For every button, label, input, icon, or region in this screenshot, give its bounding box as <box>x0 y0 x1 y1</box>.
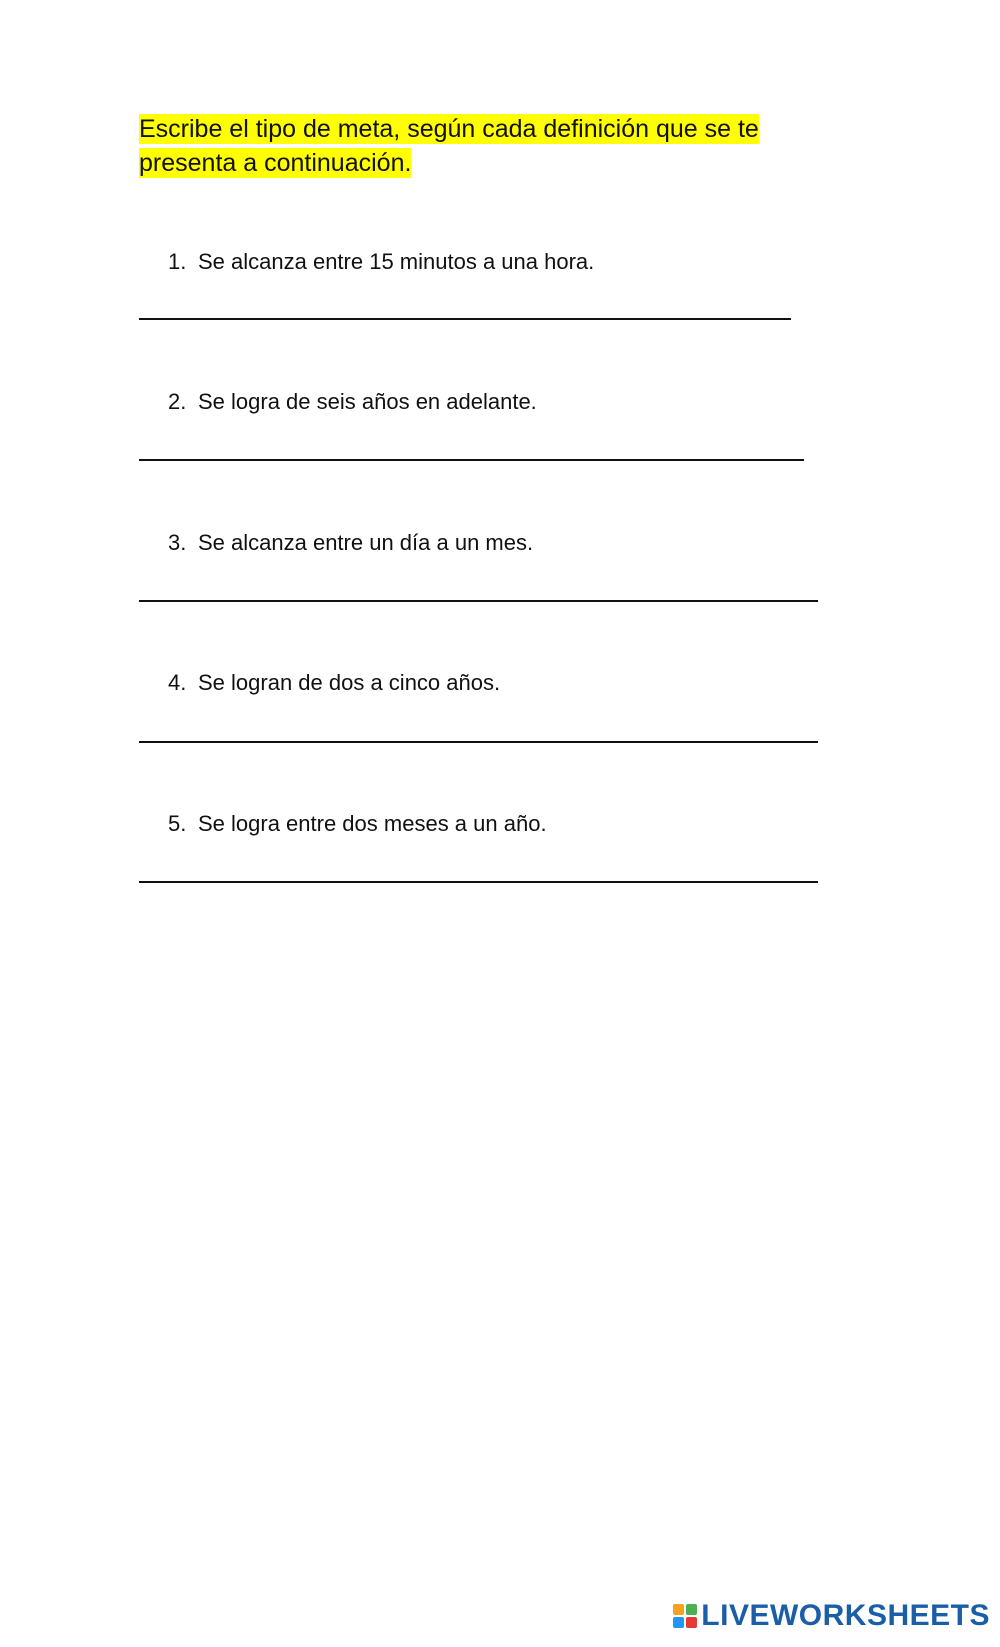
answer-line-3 <box>139 600 818 602</box>
answer-line-5 <box>139 881 818 883</box>
liveworksheets-brand[interactable] <box>673 1599 990 1633</box>
question-number: 4. <box>168 670 187 695</box>
instructions <box>139 112 839 180</box>
answer-field-4[interactable] <box>139 706 822 742</box>
answer-field-5[interactable] <box>139 846 822 882</box>
answer-field-3[interactable] <box>139 565 822 601</box>
answer-field-2[interactable] <box>139 424 808 460</box>
question-number: 3. <box>168 530 187 555</box>
question-5 <box>168 810 547 838</box>
liveworksheets-logo-icon <box>673 1604 697 1628</box>
instructions-text: Escribe el tipo de meta, según cada definición que se te presenta a continuación. <box>139 115 759 177</box>
logo-cell <box>686 1617 697 1628</box>
question-1 <box>168 248 594 276</box>
question-text: Se logra entre dos meses a un año. <box>198 811 547 836</box>
logo-cell <box>673 1617 684 1628</box>
question-text: Se logra de seis años en adelante. <box>198 389 537 414</box>
answer-line-2 <box>139 459 804 461</box>
question-number: 5. <box>168 811 187 836</box>
question-2 <box>168 388 537 416</box>
answer-line-1 <box>139 318 791 320</box>
question-text: Se alcanza entre 15 minutos a una hora. <box>198 249 595 274</box>
question-text: Se logran de dos a cinco años. <box>198 670 501 695</box>
answer-field-1[interactable] <box>139 284 795 320</box>
logo-cell <box>686 1604 697 1615</box>
question-3 <box>168 529 533 557</box>
question-text: Se alcanza entre un día a un mes. <box>198 530 534 555</box>
answer-line-4 <box>139 741 818 743</box>
brand-name: LIVEWORKSHEETS <box>701 1599 990 1632</box>
logo-cell <box>673 1604 684 1615</box>
question-4 <box>168 669 500 697</box>
question-number: 1. <box>168 249 187 274</box>
question-number: 2. <box>168 389 187 414</box>
